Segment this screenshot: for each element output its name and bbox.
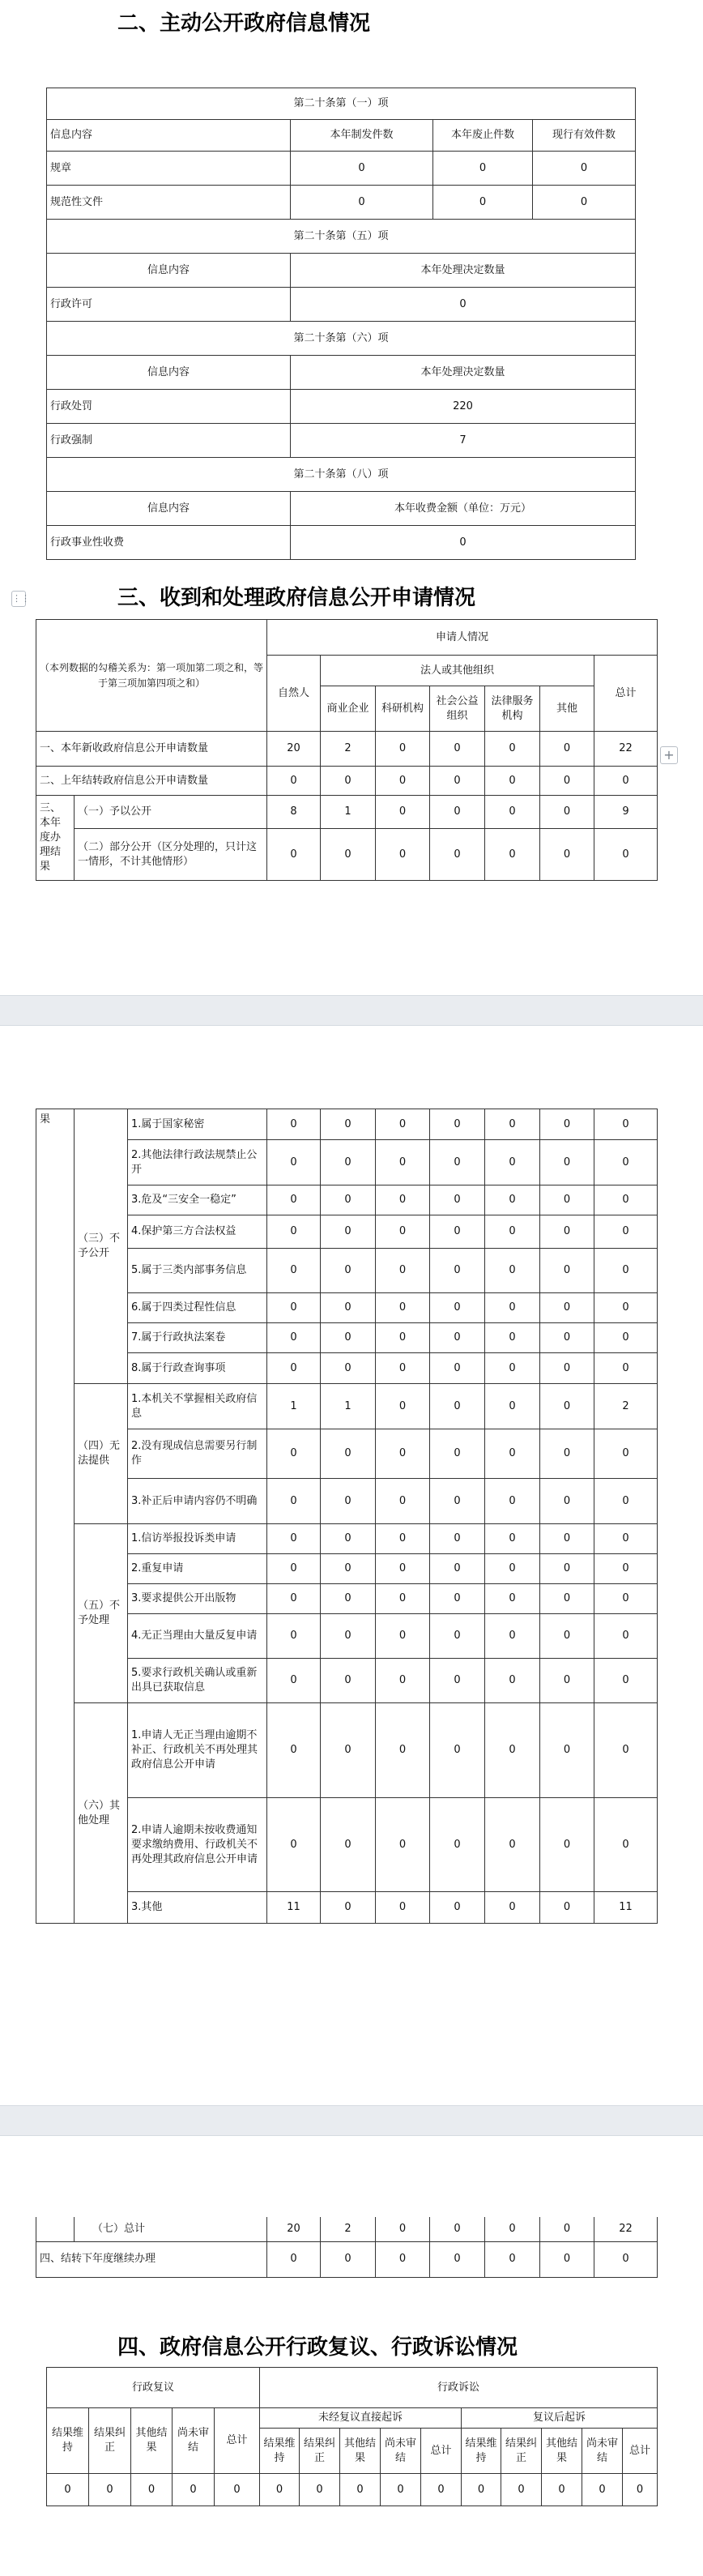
cell-value: 0 <box>321 1892 376 1924</box>
cell-value: 0 <box>594 1659 658 1703</box>
table-row <box>36 1384 658 1429</box>
table-row <box>36 1293 658 1323</box>
table-row: 规章 0 0 0 <box>47 152 636 186</box>
section-4-heading: 四、政府信息公开行政复议、行政诉讼情况 <box>117 2335 518 2360</box>
cell-value: 1 <box>267 1384 321 1429</box>
cell-value: 0 <box>376 1323 430 1353</box>
cell-value: 2 <box>594 1384 658 1429</box>
table-row: （二）部分公开（区分处理的，只计这一情形，不计其他情形） 0 0 0 0 0 0 0 <box>36 829 658 881</box>
cell-value: 0 <box>376 1185 430 1215</box>
cell-value: 0 <box>485 1353 540 1384</box>
cell-value: 11 <box>267 1892 321 1924</box>
cell-value: 0 <box>321 1215 376 1249</box>
header-abolished: 本年废止件数 <box>433 120 533 152</box>
cell-value: 0 <box>485 1798 540 1892</box>
row-label: 7.属于行政执法案卷 <box>128 1323 267 1353</box>
proactive-disclosure-table <box>46 88 636 560</box>
cell-value: 0 <box>540 1703 594 1798</box>
cell-value: 0 <box>594 1109 658 1140</box>
add-column-button[interactable]: + <box>660 746 678 764</box>
cell-value: 0 <box>540 1353 594 1384</box>
cell-value: 0 <box>376 1479 430 1524</box>
group-label: （四）无法提供 <box>75 1384 128 1524</box>
cell-value: 0 <box>376 1249 430 1293</box>
cell-value: 0 <box>376 1892 430 1924</box>
table-row <box>36 1353 658 1384</box>
table-row <box>36 1703 658 1798</box>
table-row: （七）总计 20 2 0 0 0 0 22 <box>36 2217 658 2241</box>
page-3 <box>0 2136 703 2576</box>
cell-value: 0 <box>321 1353 376 1384</box>
header-decisions: 本年处理决定数量 <box>291 254 636 288</box>
cell-value: 0 <box>267 1554 321 1584</box>
table-row: 行政事业性收费 0 <box>47 526 636 560</box>
cell-value: 0 <box>376 1109 430 1140</box>
cell-value: 0 <box>321 1614 376 1659</box>
cell-value: 0 <box>485 1479 540 1524</box>
row-label: 2.其他法律行政法规禁止公开 <box>128 1140 267 1185</box>
cell-value: 0 <box>594 1353 658 1384</box>
cell-value: 0 <box>267 1429 321 1479</box>
cell-value: 0 <box>485 1554 540 1584</box>
cell-value: 0 <box>485 1293 540 1323</box>
cell-value: 0 <box>430 1109 485 1140</box>
cell-value: 0 <box>267 1215 321 1249</box>
cell-value: 0 <box>430 1185 485 1215</box>
table-row: 规范性文件 0 0 0 <box>47 186 636 220</box>
cell-value: 0 <box>485 1323 540 1353</box>
cell-value: 0 <box>430 1892 485 1924</box>
cell-value: 0 <box>321 1293 376 1323</box>
article-20-1-title: 第二十条第（一）项 <box>47 88 636 120</box>
table-row <box>36 1185 658 1215</box>
group-label: （六）其他处理 <box>75 1703 128 1924</box>
row-label: 1.申请人无正当理由逾期不补正、行政机关不再处理其政府信息公开申请 <box>128 1703 267 1798</box>
table-row <box>36 1524 658 1554</box>
header-made: 本年制发件数 <box>291 120 433 152</box>
cell-value: 0 <box>321 1429 376 1479</box>
header-applicant: 申请人情况 <box>267 620 658 656</box>
cell-value: 0 <box>540 1584 594 1614</box>
table-row <box>36 1892 658 1924</box>
cell-value: 0 <box>540 1109 594 1140</box>
page-2 <box>0 1026 703 2105</box>
cell-value: 0 <box>430 1249 485 1293</box>
cell-value: 0 <box>485 1614 540 1659</box>
row-label: 2.申请人逾期未按收费通知要求缴纳费用、行政机关不再处理其政府信息公开申请 <box>128 1798 267 1892</box>
cell-value: 0 <box>430 1703 485 1798</box>
table-row <box>36 1479 658 1524</box>
cell-value: 0 <box>376 1798 430 1892</box>
header-total: 总计 <box>594 656 658 732</box>
cell-value: 0 <box>485 1892 540 1924</box>
cell-value: 0 <box>376 1659 430 1703</box>
header-direct-suit: 未经复议直接起诉 <box>260 2408 462 2429</box>
cell-value: 0 <box>594 1798 658 1892</box>
cell-value: 0 <box>485 1584 540 1614</box>
header-social: 社会公益组织 <box>430 686 485 732</box>
cell-value: 0 <box>485 1429 540 1479</box>
cell-value: 0 <box>376 1554 430 1584</box>
row-label: 5.要求行政机关确认或重新出具已获取信息 <box>128 1659 267 1703</box>
cell-value: 0 <box>267 1353 321 1384</box>
header-info-content: 信息内容 <box>47 492 291 526</box>
cell-value: 0 <box>321 1524 376 1554</box>
table-row: 三、本年度办理结果 （一）予以公开 8 1 0 0 0 0 9 <box>36 796 658 829</box>
cell-value: 0 <box>594 1429 658 1479</box>
cell-value: 0 <box>430 1524 485 1554</box>
table-row: 四、结转下年度继续办理 0 0 0 0 0 0 0 <box>36 2241 658 2277</box>
cell-value: 0 <box>321 1323 376 1353</box>
table-row: 行政处罚 220 <box>47 390 636 424</box>
cell-value: 0 <box>485 1215 540 1249</box>
cell-value: 0 <box>321 1249 376 1293</box>
cell-value: 0 <box>267 1293 321 1323</box>
cell-value: 0 <box>376 1293 430 1323</box>
cell-value: 0 <box>267 1798 321 1892</box>
row-label: 4.保护第三方合法权益 <box>128 1215 267 1249</box>
table-row: 行政许可 0 <box>47 288 636 322</box>
section-3-heading: 三、收到和处理政府信息公开申请情况 <box>117 586 476 610</box>
cell-value: 0 <box>430 1384 485 1429</box>
row-label: 8.属于行政查询事项 <box>128 1353 267 1384</box>
total-label: （七）总计 <box>75 2217 267 2241</box>
header-admin-review: 行政复议 <box>47 2368 260 2408</box>
cell-value: 0 <box>594 1323 658 1353</box>
cell-value: 0 <box>540 1429 594 1479</box>
cell-value: 0 <box>430 1614 485 1659</box>
cell-value: 0 <box>430 1293 485 1323</box>
cell-value: 0 <box>430 1429 485 1479</box>
header-legal-entity: 法人或其他组织 <box>321 656 594 686</box>
cell-value: 0 <box>485 1524 540 1554</box>
cell-value: 0 <box>267 1659 321 1703</box>
row-label: 1.属于国家秘密 <box>128 1109 267 1140</box>
cell-value: 0 <box>540 1215 594 1249</box>
cell-value: 0 <box>321 1109 376 1140</box>
header-natural-person: 自然人 <box>267 656 321 732</box>
group-label: （五）不予处理 <box>75 1524 128 1703</box>
cell-value: 0 <box>485 1185 540 1215</box>
cell-value: 0 <box>430 1479 485 1524</box>
header-business: 商业企业 <box>321 686 376 732</box>
cell-value: 0 <box>430 1584 485 1614</box>
cell-value: 0 <box>540 1140 594 1185</box>
row-label: 6.属于四类过程性信息 <box>128 1293 267 1323</box>
cell-value: 0 <box>594 1215 658 1249</box>
cell-value: 0 <box>376 1524 430 1554</box>
balance-note: （本列数据的勾稽关系为：第一项加第二项之和，等于第三项加第四项之和） <box>36 620 267 732</box>
cell-value: 0 <box>430 1659 485 1703</box>
cell-value: 0 <box>594 1703 658 1798</box>
page-gap <box>0 2105 703 2136</box>
cell-value: 0 <box>321 1185 376 1215</box>
cell-value: 0 <box>321 1554 376 1584</box>
cell-value: 0 <box>376 1584 430 1614</box>
row-label: 2.重复申请 <box>128 1554 267 1584</box>
cell-value: 0 <box>540 1323 594 1353</box>
cell-value: 0 <box>594 1584 658 1614</box>
applications-table-continued <box>36 1109 658 1924</box>
header-research: 科研机构 <box>376 686 430 732</box>
applications-table-end <box>36 2217 658 2278</box>
header-legal-service: 法律服务机构 <box>485 686 540 732</box>
table-drag-handle[interactable]: ⋮⋮ <box>11 591 26 607</box>
cell-value: 0 <box>267 1323 321 1353</box>
cell-value: 0 <box>540 1614 594 1659</box>
header-decisions: 本年处理决定数量 <box>291 356 636 390</box>
cell-value: 0 <box>321 1584 376 1614</box>
cell-value: 0 <box>430 1798 485 1892</box>
cell-value: 0 <box>430 1215 485 1249</box>
row-label: 3.要求提供公开出版物 <box>128 1584 267 1614</box>
cell-value: 0 <box>594 1614 658 1659</box>
table-row <box>36 1323 658 1353</box>
group-label: （三）不予公开 <box>75 1109 128 1384</box>
cell-value: 0 <box>540 1524 594 1554</box>
row-label: 4.无正当理由大量反复申请 <box>128 1614 267 1659</box>
table-row <box>36 1659 658 1703</box>
header-after-review-suit: 复议后起诉 <box>462 2408 658 2429</box>
cell-value: 0 <box>376 1140 430 1185</box>
cell-value: 0 <box>485 1140 540 1185</box>
table-row <box>36 1109 658 1140</box>
cell-value: 0 <box>540 1659 594 1703</box>
cell-value: 0 <box>594 1524 658 1554</box>
cell-value: 0 <box>485 1249 540 1293</box>
table-row: 行政强制 7 <box>47 424 636 458</box>
cell-value: 0 <box>485 1109 540 1140</box>
article-20-8-title: 第二十条第（八）项 <box>47 458 636 492</box>
cell-value: 0 <box>430 1353 485 1384</box>
cell-value: 0 <box>267 1584 321 1614</box>
cell-value: 0 <box>321 1659 376 1703</box>
table-row: 一、本年新收政府信息公开申请数量 20 2 0 0 0 0 22 <box>36 732 658 767</box>
group-3-label: 三、本年度办理结果 <box>36 796 75 881</box>
table-row <box>36 1614 658 1659</box>
cell-value: 0 <box>485 1384 540 1429</box>
cell-value: 0 <box>485 1659 540 1703</box>
row-label: 2.没有现成信息需要另行制作 <box>128 1429 267 1479</box>
table-row <box>36 1798 658 1892</box>
cell-value: 0 <box>594 1140 658 1185</box>
applications-table <box>36 619 658 881</box>
header-fee-amount: 本年收费金额（单位：万元） <box>291 492 636 526</box>
row-label: 1.信访举报投诉类申请 <box>128 1524 267 1554</box>
cell-value: 0 <box>267 1524 321 1554</box>
cell-value: 0 <box>321 1479 376 1524</box>
cell-value: 0 <box>540 1249 594 1293</box>
cell-value: 0 <box>540 1892 594 1924</box>
header-info-content: 信息内容 <box>47 254 291 288</box>
cell-value: 0 <box>540 1479 594 1524</box>
header-admin-litigation: 行政诉讼 <box>260 2368 658 2408</box>
cell-value: 0 <box>540 1293 594 1323</box>
cell-value: 0 <box>430 1140 485 1185</box>
cell-value: 0 <box>594 1293 658 1323</box>
cell-value: 1 <box>321 1384 376 1429</box>
cell-value: 0 <box>321 1798 376 1892</box>
table-row <box>36 1554 658 1584</box>
cell-value: 0 <box>594 1554 658 1584</box>
cell-value: 0 <box>321 1140 376 1185</box>
cell-value: 0 <box>540 1185 594 1215</box>
cell-value: 0 <box>540 1798 594 1892</box>
cell-value: 0 <box>540 1554 594 1584</box>
row-label: 5.属于三类内部事务信息 <box>128 1249 267 1293</box>
cell-value: 0 <box>267 1109 321 1140</box>
cell-value: 0 <box>376 1703 430 1798</box>
cell-value: 0 <box>267 1479 321 1524</box>
page-gap <box>0 995 703 1026</box>
table-row <box>36 1584 658 1614</box>
row-label: 1.本机关不掌握相关政府信息 <box>128 1384 267 1429</box>
row-label: 3.补正后申请内容仍不明确 <box>128 1479 267 1524</box>
cell-value: 0 <box>376 1429 430 1479</box>
article-20-5-title: 第二十条第（五）项 <box>47 220 636 254</box>
row-label: 3.其他 <box>128 1892 267 1924</box>
cell-value: 0 <box>594 1249 658 1293</box>
header-info-content: 信息内容 <box>47 356 291 390</box>
section-2-heading: 二、主动公开政府信息情况 <box>117 11 371 36</box>
cell-value: 0 <box>540 1384 594 1429</box>
cell-value: 0 <box>267 1614 321 1659</box>
table-row: 0 0 0 0 0 0 0 0 0 0 0 0 0 0 0 <box>47 2474 658 2506</box>
cell-value: 0 <box>594 1479 658 1524</box>
header-other: 其他 <box>540 686 594 732</box>
table-row <box>36 1215 658 1249</box>
cell-value: 0 <box>485 1703 540 1798</box>
cell-value: 0 <box>376 1353 430 1384</box>
table-row <box>36 1140 658 1185</box>
cell-value: 0 <box>267 1140 321 1185</box>
header-valid: 现行有效件数 <box>533 120 636 152</box>
cell-value: 0 <box>376 1614 430 1659</box>
review-litigation-table: 行政复议 行政诉讼 结果维持 结果纠正 其他结果 尚未审结 总计 未经复议直接起诉 复议后起诉 结果维持 结果纠正 其他结果 尚未审结 总计 结果维持 结果纠正 其他结果 尚未审结 总计 0 0 0 0 0 0 0 0 0 0 0 0 0 0 0 <box>46 2367 658 2506</box>
table-row <box>36 1249 658 1293</box>
table-row <box>36 1429 658 1479</box>
cell-value: 0 <box>321 1703 376 1798</box>
cell-value: 0 <box>594 1185 658 1215</box>
cell-value: 0 <box>267 1703 321 1798</box>
cell-value: 0 <box>267 1249 321 1293</box>
article-20-6-title: 第二十条第（六）项 <box>47 322 636 356</box>
row-label: 3.危及“三安全一稳定” <box>128 1185 267 1215</box>
cell-value: 0 <box>267 1185 321 1215</box>
cell-value: 0 <box>376 1215 430 1249</box>
header-info-content: 信息内容 <box>47 120 291 152</box>
table-row: 二、上年结转政府信息公开申请数量 0 0 0 0 0 0 0 <box>36 767 658 796</box>
cell-value: 0 <box>376 1384 430 1429</box>
cell-value: 0 <box>430 1554 485 1584</box>
group-3-label-continued: 果 <box>36 1109 75 1924</box>
page-1 <box>0 0 703 995</box>
cell-value: 11 <box>594 1892 658 1924</box>
cell-value: 0 <box>430 1323 485 1353</box>
